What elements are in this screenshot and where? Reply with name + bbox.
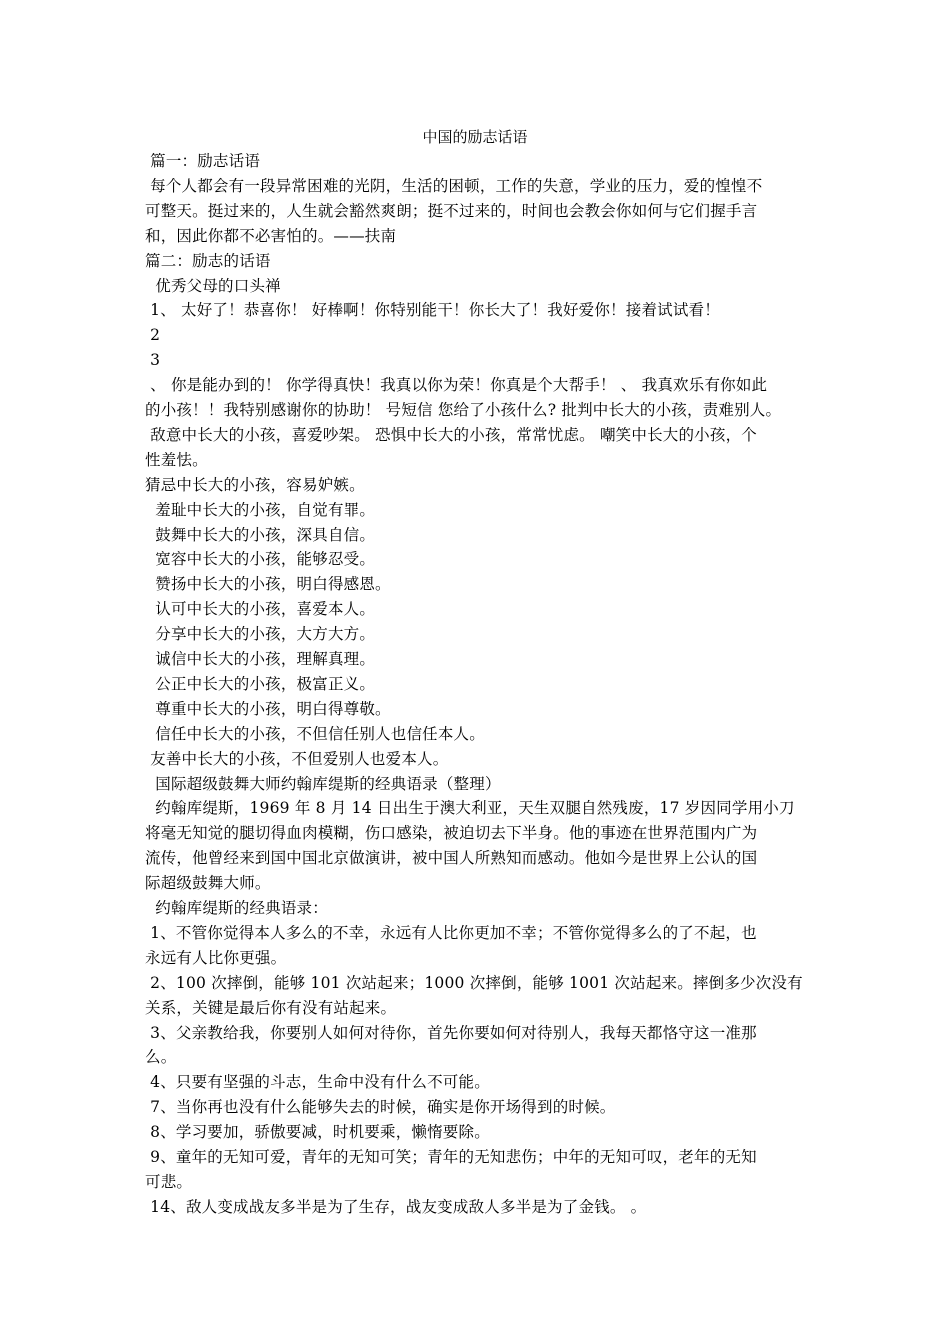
text-line: 约翰库缇斯，1969 年 8 月 14 日出生于澳大利亚，天生双腿自然残废，17 岁因同学用小刀 [145,799,795,818]
text-line: 2 [145,326,161,345]
text-line: 性羞怯。 [145,450,208,469]
text-line: 的小孩！！我特别感谢你的协助！ 号短信 您给了小孩什么? 批判中长大的小孩，责难别人。 [145,401,782,419]
text-line: 3 [145,351,161,370]
text-line: 篇二：励志的话语 [145,251,271,270]
text-line: 流传，他曾经来到国中国北京做演讲，被中国人所熟知而感动。他如今是世界上公认的国 [145,849,758,868]
text-line: 、 你是能办到的！ 你学得真快！我真以你为荣！你真是个大帮手！ 、 我真欢乐有你如此 [145,376,768,395]
text-line: 关系，关键是最后你有没有站起来。 [145,998,397,1017]
text-line: 篇一：励志话语 [145,152,261,170]
text-line: 鼓舞中长大的小孩，深具自信。 [145,525,376,544]
text-line: 约翰库缇斯的经典语录： [145,899,328,917]
text-line: 4、只要有坚强的斗志，生命中没有什么不可能。 [145,1073,490,1092]
text-line: 赞扬中长大的小孩，明白得感恩。 [145,575,391,594]
text-line: 猜忌中长大的小孩，容易妒嫉。 [145,475,365,494]
text-line: 8、学习要加，骄傲要减，时机要乘，懒惰要除。 [145,1123,490,1142]
text-line: 可整天。挺过来的，人生就会豁然爽朗；挺不过来的，时间也会教会你如何与它们握手言 [145,201,758,220]
text-line: 永远有人比你更强。 [145,948,287,967]
document-title: 中国的励志话语 [422,128,528,146]
text-line: 1、不管你觉得本人多么的不幸，永远有人比你更加不幸；不管你觉得多么的了不起，也 [145,923,757,942]
text-line: 国际超级鼓舞大师约翰库缇斯的经典语录（整理） [145,774,501,793]
text-line: 将毫无知觉的腿切得血肉模糊，伤口感染，被迫切去下半身。他的事迹在世界范围内广为 [145,824,758,843]
text-line: 么。 [145,1048,177,1067]
text-line: 优秀父母的口头禅 [145,276,281,295]
text-line: 和，因此你都不必害怕的。——扶南 [145,226,397,245]
text-line: 际超级鼓舞大师。 [145,874,271,893]
text-line: 7、当你再也没有什么能够失去的时候，确实是你开场得到的时候。 [145,1098,616,1117]
text-line: 2、100 次摔倒，能够 101 次站起来；1000 次摔倒，能够 1001 次站起来。摔倒多少次没有 [145,973,803,992]
text-line: 1、 太好了！恭喜你！ 好棒啊！你特别能干！你长大了！我好爱你！接着试试看！ [145,301,720,320]
text-line: 友善中长大的小孩，不但爱别人也爱本人。 [145,749,449,768]
text-line: 认可中长大的小孩，喜爱本人。 [145,600,376,619]
text-line: 信任中长大的小孩，不但信任别人也信任本人。 [145,724,485,743]
text-line: 宽容中长大的小孩，能够忍受。 [145,550,376,569]
text-line: 尊重中长大的小孩，明白得尊敬。 [145,699,391,718]
text-line: 公正中长大的小孩，极富正义。 [145,674,376,693]
text-line: 诚信中长大的小孩，理解真理。 [145,650,376,668]
text-line: 14、敌人变成战友多半是为了生存，战友变成敌人多半是为了金钱。 。 [145,1197,647,1216]
text-line: 敌意中长大的小孩，喜爱吵架。 恐惧中长大的小孩，常常忧虑。 嘲笑中长大的小孩，个 [145,425,757,444]
text-line: 9、童年的无知可爱，青年的无知可笑；青年的无知悲伤；中年的无知可叹，老年的无知 [145,1148,757,1166]
text-line: 分享中长大的小孩，大方大方。 [145,625,376,644]
text-line: 可悲。 [145,1172,193,1191]
text-line: 羞耻中长大的小孩，自觉有罪。 [145,500,376,519]
text-line: 每个人都会有一段异常困难的光阴，生活的困顿，工作的失意，学业的压力，爱的惶惶不 [145,176,763,195]
text-line: 3、父亲教给我，你要别人如何对待你，首先你要如何对待别人，我每天都恪守这一准那 [145,1023,757,1042]
